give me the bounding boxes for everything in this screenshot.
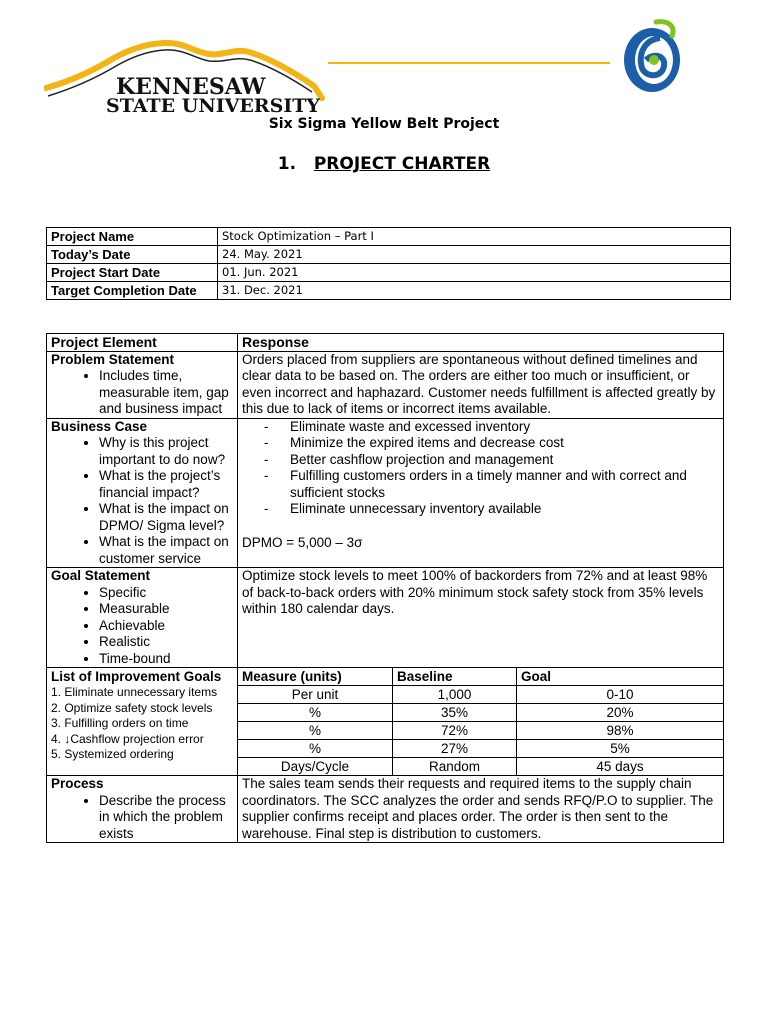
process-response: The sales team sends their requests and required items to the supply chain coordinators. The SCC analyzes the order and sends RFQ/P.O to supplier. The supplier confirms receipt and places order. The order is then sent to the warehouse. Final step is distribution to customers. bbox=[238, 776, 724, 843]
measure-cell: % bbox=[238, 740, 393, 758]
row-label: Goal Statement bbox=[51, 568, 151, 583]
baseline-cell: 35% bbox=[393, 704, 517, 722]
measure-header: Measure (units) bbox=[238, 668, 393, 686]
table-row bbox=[47, 568, 724, 668]
improvement-header-row bbox=[47, 668, 724, 686]
problem-response: Orders placed from suppliers are spontaneous without defined timelines and clear data to be based on. The orders are either too much or insufficient, or even incorrect and haphazard. Customer needs fulfillment is affected greatly by this due to lack of items or incorrect items available. bbox=[238, 351, 724, 418]
list-item: • What is the impact on customer service bbox=[99, 534, 233, 567]
list-item: 5. Systemized ordering bbox=[51, 747, 174, 761]
table-row bbox=[47, 264, 731, 282]
list-item: - Eliminate waste and excessed inventory bbox=[242, 419, 719, 436]
goal-cell: 5% bbox=[517, 740, 724, 758]
list-item: - Minimize the expired items and decrease cost bbox=[242, 435, 719, 452]
dpmo-value: DPMO = 5,000 – 3σ bbox=[242, 534, 363, 550]
bullet-list bbox=[51, 793, 233, 843]
goal-header: Goal bbox=[517, 668, 724, 686]
table-row bbox=[47, 282, 731, 300]
list-item: 4. ↓Cashflow projection error bbox=[51, 731, 204, 746]
baseline-cell: Random bbox=[393, 758, 517, 776]
row-label: Problem Statement bbox=[51, 351, 175, 367]
goal-statement-cell bbox=[47, 568, 238, 668]
goal-cell: 0-10 bbox=[517, 686, 724, 704]
info-value: 24. May. 2021 bbox=[218, 246, 731, 264]
list-item: - Eliminate unnecessary inventory available bbox=[242, 501, 719, 518]
logo-line2: STATE UNIVERSITY bbox=[106, 95, 320, 115]
column-header-element: Project Element bbox=[47, 334, 238, 352]
table-header-row bbox=[47, 334, 724, 352]
list-item: 1. Eliminate unnecessary items bbox=[51, 685, 218, 699]
project-info-table bbox=[46, 227, 731, 300]
baseline-cell: 72% bbox=[393, 722, 517, 740]
charter-heading bbox=[0, 154, 768, 174]
list-item: • Achievable bbox=[99, 618, 233, 635]
bullet-list bbox=[51, 585, 233, 668]
measure-cell: Days/Cycle bbox=[238, 758, 393, 776]
improvement-list bbox=[51, 685, 233, 763]
info-label: Target Completion Date bbox=[47, 282, 218, 300]
info-value: Stock Optimization – Part I bbox=[218, 228, 731, 246]
row-label: List of Improvement Goals bbox=[51, 669, 222, 684]
baseline-header: Baseline bbox=[393, 668, 517, 686]
table-row bbox=[47, 228, 731, 246]
list-item: • Realistic bbox=[99, 634, 233, 651]
list-item: - Fulfilling customers orders in a timely manner and with correct and sufficient stocks bbox=[242, 468, 719, 501]
header-divider bbox=[328, 62, 610, 64]
six-sigma-badge-icon bbox=[616, 16, 688, 96]
goal-cell: 98% bbox=[517, 722, 724, 740]
list-item: 2. Optimize safety stock levels bbox=[51, 700, 213, 715]
problem-statement-cell bbox=[47, 351, 238, 418]
baseline-cell: 1,000 bbox=[393, 686, 517, 704]
row-label: Business Case bbox=[51, 418, 148, 434]
goal-cell: 20% bbox=[517, 704, 724, 722]
logo-line1: KENNESAW bbox=[116, 74, 266, 100]
list-item: • Measurable bbox=[99, 601, 233, 618]
charter-title: PROJECT CHARTER bbox=[313, 154, 491, 174]
list-item: • Specific bbox=[99, 585, 233, 602]
process-cell bbox=[47, 776, 238, 843]
measure-cell: % bbox=[238, 704, 393, 722]
project-subtitle: Six Sigma Yellow Belt Project bbox=[268, 116, 500, 132]
goal-cell: 45 days bbox=[517, 758, 724, 776]
business-response bbox=[238, 418, 724, 568]
list-item: • What is the project’s financial impact? bbox=[99, 468, 233, 501]
bullet-list bbox=[51, 435, 233, 567]
column-header-response: Response bbox=[238, 334, 724, 352]
list-item: • Time-bound bbox=[99, 651, 233, 668]
charter-table bbox=[46, 333, 724, 843]
measure-cell: % bbox=[238, 722, 393, 740]
table-row bbox=[47, 776, 724, 843]
goal-response: Optimize stock levels to meet 100% of backorders from 72% and at least 98% of back-to-back orders with 20% minimum stock safety stock from 35% levels within 180 calendar days. bbox=[238, 568, 724, 668]
kennesaw-logo bbox=[44, 40, 334, 115]
info-value: 01. Jun. 2021 bbox=[218, 264, 731, 282]
business-case-cell bbox=[47, 418, 238, 568]
list-item: • Includes time, measurable item, gap and business impact bbox=[99, 368, 233, 418]
table-row bbox=[47, 246, 731, 264]
info-label: Project Start Date bbox=[47, 264, 218, 282]
list-item: • Why is this project important to do now? bbox=[99, 435, 233, 468]
list-item: • Describe the process in which the problem exists bbox=[99, 793, 233, 843]
baseline-cell: 27% bbox=[393, 740, 517, 758]
info-label: Project Name bbox=[47, 228, 218, 246]
list-item: • What is the impact on DPMO/ Sigma level? bbox=[99, 501, 233, 534]
info-label: Today’s Date bbox=[47, 246, 218, 264]
info-value: 31. Dec. 2021 bbox=[218, 282, 731, 300]
row-label: Process bbox=[51, 776, 104, 791]
dash-list bbox=[242, 419, 719, 518]
charter-number: 1. bbox=[277, 154, 297, 174]
table-row bbox=[47, 418, 724, 568]
improvement-goals-cell bbox=[47, 668, 238, 776]
list-item: 3. Fulfilling orders on time bbox=[51, 716, 189, 730]
bullet-list bbox=[51, 368, 233, 418]
list-item: - Better cashflow projection and management bbox=[242, 452, 719, 469]
table-row bbox=[47, 351, 724, 418]
measure-cell: Per unit bbox=[238, 686, 393, 704]
